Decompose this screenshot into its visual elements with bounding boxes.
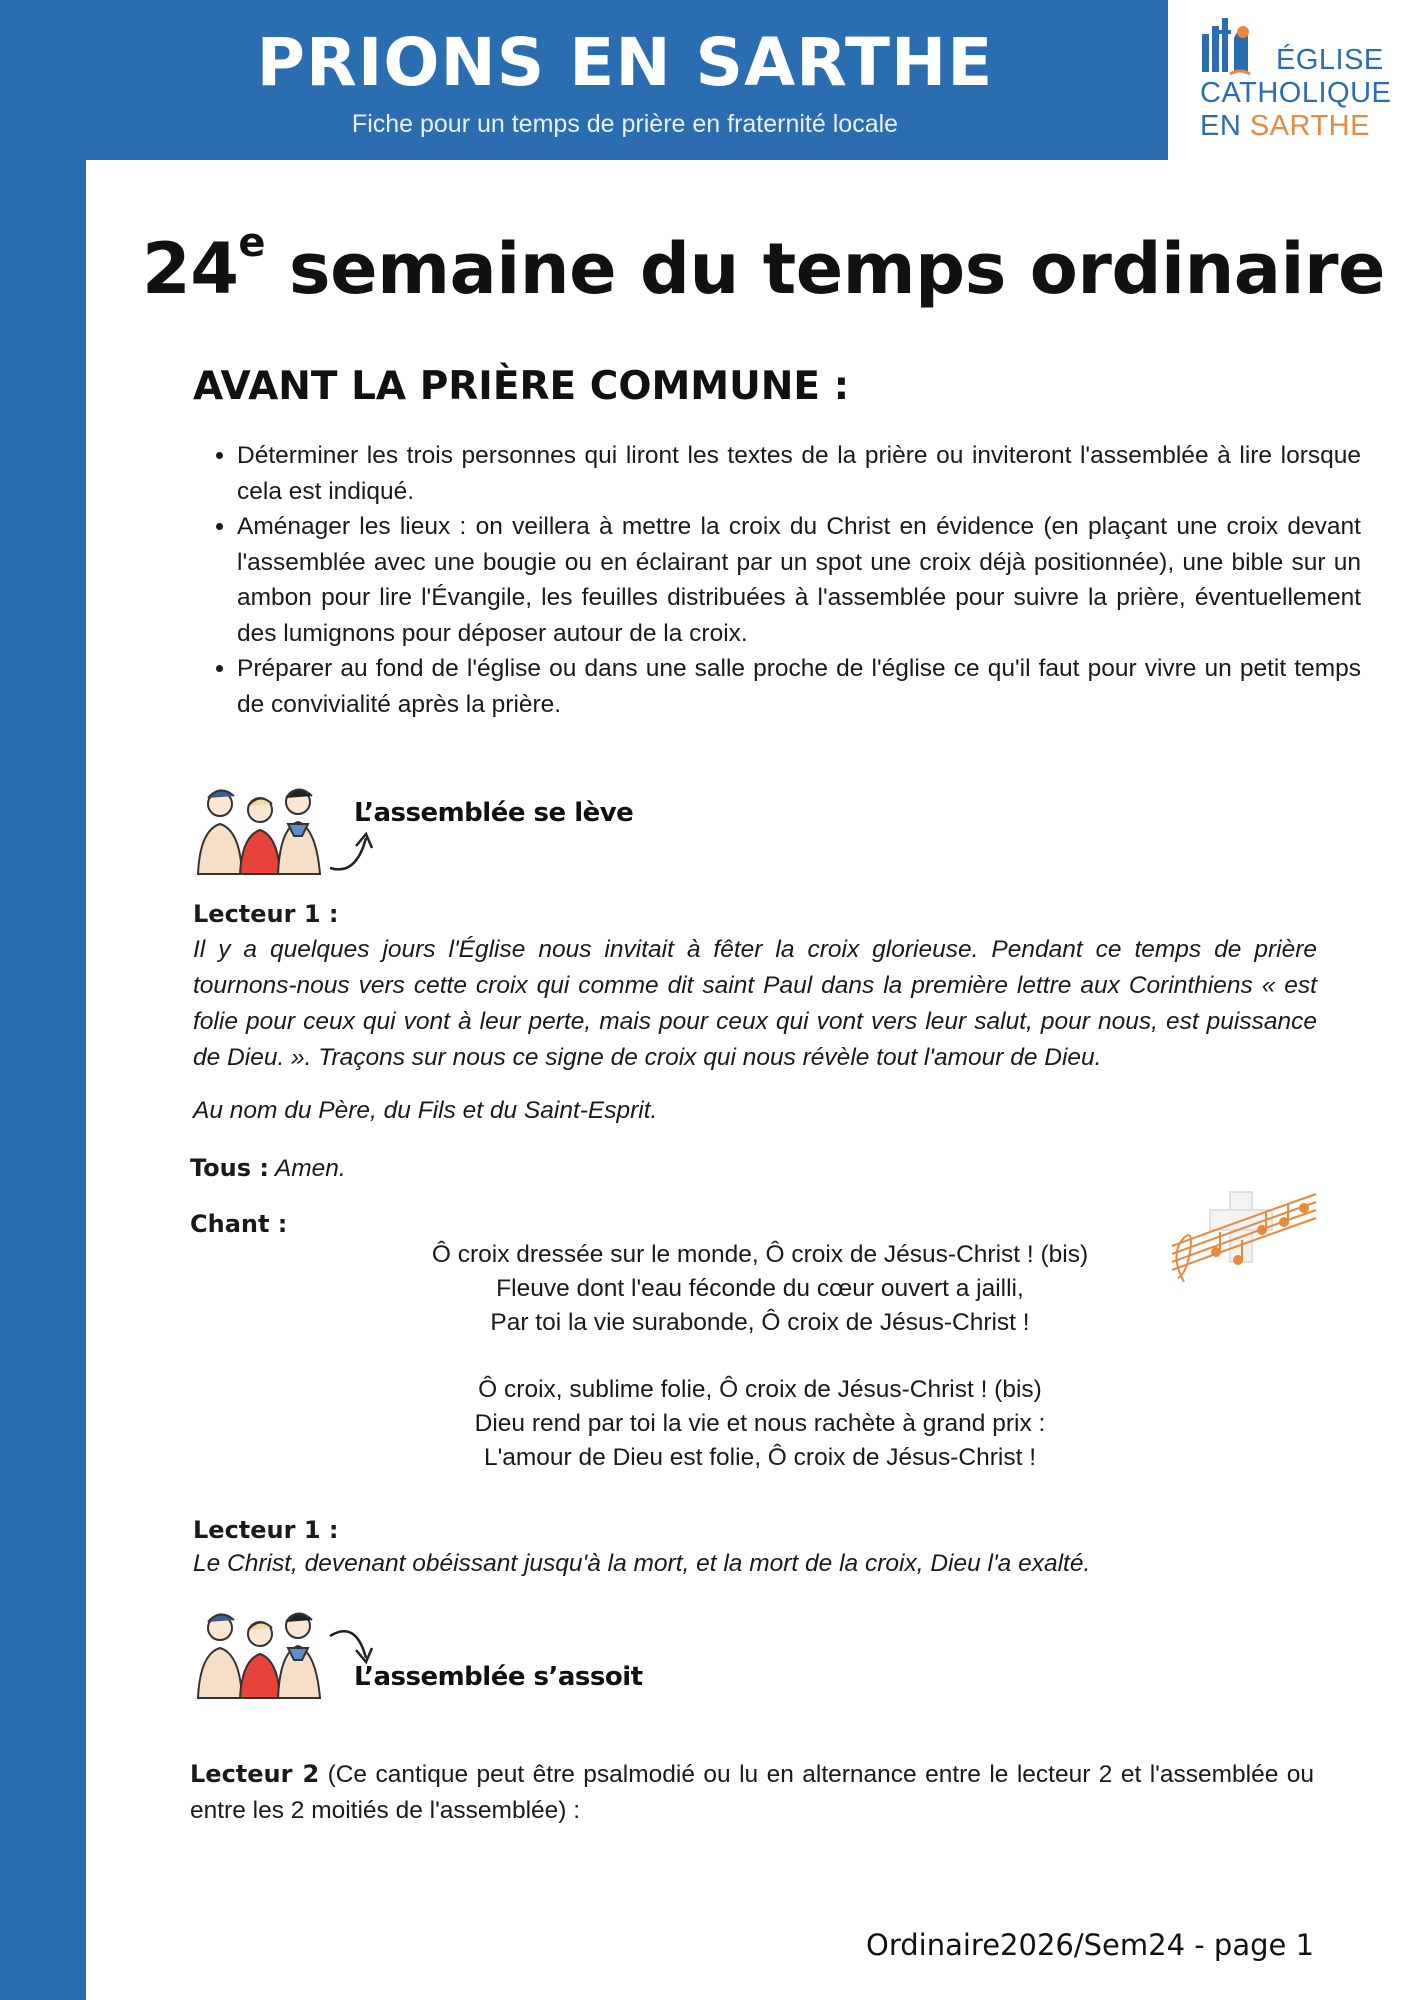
tous-response	[190, 1150, 346, 1187]
logo-word-sarthe: SARTHE	[1249, 110, 1370, 142]
header-banner	[0, 0, 1168, 160]
lecteur2-label: Lecteur 2	[190, 1760, 320, 1788]
sign-of-cross-text: Au nom du Père, du Fils et du Saint-Esprit.	[193, 1097, 658, 1124]
title-text: semaine du temps ordinaire	[265, 228, 1386, 310]
diocese-logo	[1196, 16, 1396, 156]
praying-people-icon	[190, 782, 326, 878]
chant-label-text: Chant :	[190, 1210, 288, 1238]
lecteur1-label-text: Lecteur 1 :	[193, 900, 339, 928]
verse-line: Par toi la vie surabonde, Ô croix de Jésus-Christ !	[490, 1309, 1030, 1336]
arrow-up-icon	[326, 826, 380, 876]
lecteur2-text: (Ce cantique peut être psalmodié ou lu en alternance entre le lecteur 2 et l'assemblée ou entre les 2 moitiés de l'assemblée) :	[190, 1761, 1315, 1824]
logo-text	[1200, 44, 1391, 143]
list-item: • Préparer au fond de l'église ou dans une salle proche de l'église ce qu'il faut pour vivre un petit temps de convivialité après la prière.	[237, 651, 1361, 722]
logo-line-catholique: CATHOLIQUE	[1200, 77, 1392, 109]
verse-line: Dieu rend par toi la vie et nous rachète à grand prix :	[474, 1410, 1046, 1437]
verse-line: L'amour de Dieu est folie, Ô croix de Jésus-Christ !	[483, 1444, 1037, 1471]
title-number: 24	[142, 228, 239, 310]
verse-line: Ô croix, sublime folie, Ô croix de Jésus-Christ ! (bis)	[478, 1376, 1042, 1403]
page-footer: Ordinaire2026/Sem24 - page 1	[866, 1928, 1315, 1962]
music-cross-icon	[1166, 1186, 1320, 1294]
logo-word-en: EN	[1200, 110, 1250, 142]
chant-verse-1	[300, 1238, 1220, 1340]
lecteur1b-label	[193, 1512, 338, 1549]
verse-line: Fleuve dont l'eau féconde du cœur ouvert a jailli,	[496, 1275, 1024, 1302]
banner-title: PRIONS EN SARTHE	[256, 24, 994, 101]
lecteur2-block	[190, 1756, 1314, 1829]
tous-label: Tous :	[190, 1154, 269, 1182]
left-sidebar-band	[0, 0, 86, 2000]
verse-line: Ô croix dressée sur le monde, Ô croix de Jésus-Christ ! (bis)	[431, 1241, 1089, 1268]
lecteur1-label	[193, 896, 338, 933]
instruction-sit: L’assemblée s’assoit	[354, 1662, 643, 1692]
page-title	[142, 220, 1386, 310]
lecteur1b-text: Le Christ, devenant obéissant jusqu'à la mort, et la mort de la croix, Dieu l'a exalté.	[193, 1550, 1091, 1577]
lecteur1b-label-text: Lecteur 1 :	[193, 1516, 339, 1544]
chant-verse-2	[300, 1373, 1220, 1475]
instruction-stand: L’assemblée se lève	[354, 798, 634, 828]
chant-label	[190, 1206, 287, 1243]
preparation-list	[193, 438, 1361, 722]
lecteur1-text: Il y a quelques jours l'Église nous invitait à fêter la croix glorieuse. Pendant ce temps de prière tournons-nous vers cette croix qui comme dit saint Paul dans la première lettre aux Corinthiens « est folie pour ceux qui vont à leur perte, mais pour ceux qui vont vers leur salut, pour nous, est puissance de Dieu. ». Traçons sur nous ce signe de croix qui nous révèle tout l'amour de Dieu.	[193, 936, 1317, 1071]
list-item: • Aménager les lieux : on veillera à mettre la croix du Christ en évidence (en plaçant une croix devant l'assemblée avec une bougie ou en éclairant par un spot une croix déjà positionnée), une bible sur un ambon pour lire l'Évangile, les feuilles distribuées à l'assemblée pour suivre la prière, éventuellement des lumignons pour déposer autour de la croix.	[237, 509, 1361, 651]
list-item: • Déterminer les trois personnes qui liront les textes de la prière ou inviteront l'assemblée à lire lorsque cela est indiqué.	[237, 438, 1361, 509]
logo-line-en-sarthe	[1200, 110, 1391, 143]
banner-subtitle: Fiche pour un temps de prière en fraternité locale	[351, 110, 899, 138]
section-title-avant: AVANT LA PRIÈRE COMMUNE :	[193, 364, 850, 409]
logo-line-eglise: ÉGLISE	[1276, 44, 1384, 76]
tous-text: Amen.	[269, 1155, 346, 1182]
title-superscript: e	[238, 220, 266, 266]
praying-people-icon	[190, 1606, 326, 1702]
